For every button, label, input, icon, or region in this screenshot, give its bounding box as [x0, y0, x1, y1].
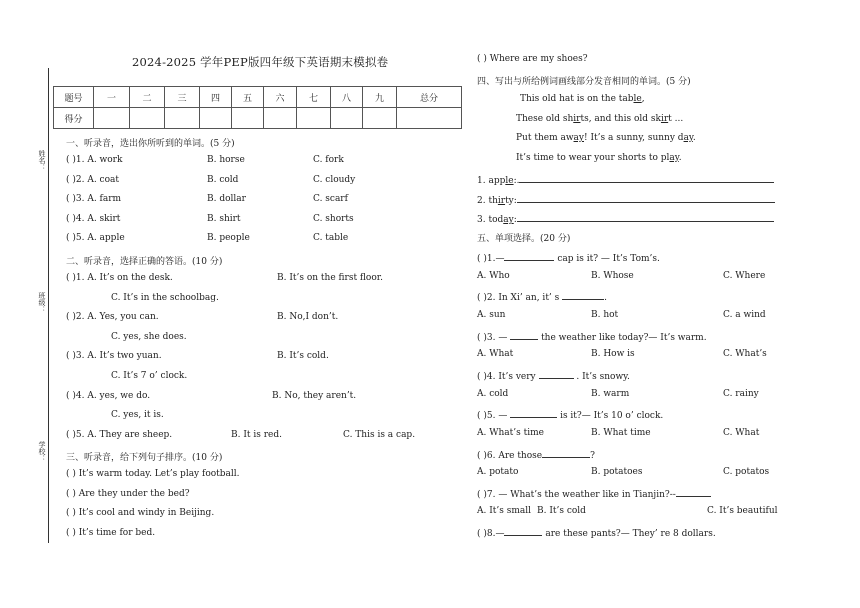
underlined-part: le — [505, 176, 514, 186]
score-table — [53, 86, 462, 129]
text: ( )4. It’s very — [477, 371, 539, 382]
underlined-part: ay — [503, 215, 514, 226]
answer-blank[interactable] — [510, 330, 538, 340]
underlined-part: ir — [660, 113, 669, 124]
score-header-cell: 二 — [130, 87, 165, 108]
class-label: 班级： — [38, 292, 46, 313]
score-row-label: 得分 — [54, 108, 94, 129]
s2-item-option-a: ( )2. A. Yes, you can. — [66, 312, 159, 323]
text: ( )5. — — [477, 411, 511, 422]
s2-item-option-a: ( )1. A. It’s on the desk. — [66, 273, 173, 283]
score-cell[interactable] — [363, 108, 397, 129]
answer-blank[interactable] — [676, 487, 711, 497]
s5-option-a: A. What’s time — [477, 427, 544, 438]
s2-item-option-c: C. yes, she does. — [111, 331, 187, 342]
s4-example-sentence — [516, 153, 682, 163]
s2-item-option-b: B. It’s cold. — [277, 351, 329, 362]
text: ( )7. — What’s the weather like in Tianjin?-- — [477, 489, 676, 500]
answer-blank[interactable] — [542, 448, 590, 458]
s5-option-c: C. What’s — [723, 349, 767, 360]
text: 2. th — [477, 195, 498, 206]
s3-sentence: ( ) Are they under the bed? — [66, 488, 190, 499]
s1-item-option-b: B. dollar — [207, 194, 246, 205]
score-table-header-row — [54, 87, 462, 108]
s4-example-sentence — [516, 114, 683, 124]
text: ? — [590, 450, 595, 461]
s5-option-a: A. sun — [477, 309, 506, 320]
s1-item-option-a: ( )3. A. farm — [66, 194, 122, 205]
s5-option-c: C. Where — [723, 270, 766, 281]
s4-answer-line — [477, 173, 774, 186]
s1-item-option-a: ( )1. A. work — [66, 155, 123, 165]
underlined-part: ay — [573, 133, 584, 144]
binding-line — [48, 68, 49, 543]
s5-option-a: A. cold — [477, 388, 509, 399]
s5-option-b: B. hot — [591, 309, 619, 320]
s1-item-option-b: B. shirt — [207, 213, 241, 224]
text: :. — [513, 176, 520, 186]
s2-item-option-a: ( )4. A. yes, we do. — [66, 390, 151, 401]
section1-heading: 一、听录音，选出你所听到的单词。(5 分) — [66, 139, 235, 149]
s5-option-a: A. What — [477, 349, 514, 360]
text: 1. app — [477, 176, 506, 186]
text: t ... — [668, 113, 684, 124]
s3-sentence: ( ) It’s time for bed. — [66, 527, 156, 538]
s1-item-option-b: B. cold — [207, 174, 239, 185]
text: ( )6. Are those — [477, 450, 543, 461]
s5-option-b: B. warm — [591, 388, 630, 399]
s3-sentence: ( ) It’s cool and windy in Beijing. — [66, 508, 215, 519]
score-header-cell: 一 — [94, 87, 130, 108]
score-header-cell: 八 — [331, 87, 363, 108]
score-header-cell: 总分 — [397, 87, 462, 108]
score-header-cell: 四 — [200, 87, 232, 108]
score-header-cell: 七 — [297, 87, 331, 108]
text: the weather like today?— It’s warm. — [538, 332, 707, 343]
score-cell[interactable] — [130, 108, 165, 129]
text: ts, and this old sk — [580, 113, 661, 124]
s5-question — [477, 408, 663, 421]
s5-option-b: B. Whose — [591, 270, 634, 281]
text: are these pants?— They’ re 8 dollars. — [542, 529, 716, 539]
s4-example-sentence — [520, 94, 645, 104]
underlined-part: le — [633, 94, 642, 104]
section2-heading: 二、听录音，选择正确的答语。(10 分) — [66, 257, 223, 267]
s5-question — [477, 487, 711, 500]
score-cell[interactable] — [297, 108, 331, 129]
text: , — [641, 94, 645, 104]
text: . — [678, 152, 682, 163]
text: . — [604, 293, 608, 304]
answer-blank[interactable] — [517, 193, 775, 203]
answer-blank[interactable] — [519, 173, 774, 183]
s5-option-c: C. a wind — [723, 309, 766, 320]
score-header-cell: 六 — [264, 87, 297, 108]
answer-blank[interactable] — [504, 526, 542, 536]
s2-item-option-c: C. It’s in the schoolbag. — [111, 292, 219, 303]
text: ty: — [505, 195, 517, 206]
s5-option-b: B. How is — [591, 349, 635, 360]
s1-item-option-b: B. horse — [207, 155, 245, 165]
text: ! It’s a sunny, sunny d — [584, 133, 684, 144]
underlined-part: ay — [683, 133, 693, 144]
s2-item-option-b: B. No, they aren’t. — [272, 390, 357, 401]
s4-answer-line — [477, 193, 775, 206]
text: It’s time to wear your shorts to pl — [516, 152, 670, 163]
answer-blank[interactable] — [517, 212, 774, 222]
text: ( )1.— — [477, 254, 505, 264]
s5-option-a: A. Who — [477, 270, 510, 281]
s5-option-b: B. potatoes — [591, 467, 643, 478]
answer-blank[interactable] — [504, 251, 554, 261]
text: This old hat is on the tab — [520, 94, 634, 104]
right-top-question: ( ) Where are my shoes? — [477, 54, 588, 64]
s5-option-b: B. What time — [591, 427, 651, 438]
s5-option-c: C. What — [723, 427, 760, 438]
s3-sentence: ( ) It’s warm today. Let’s play football. — [66, 469, 240, 479]
s5-option-c: C. rainy — [723, 388, 759, 399]
s5-question — [477, 330, 707, 343]
score-cell[interactable] — [397, 108, 462, 129]
text: : — [513, 215, 517, 226]
text: cap is it? — It’s Tom’s. — [554, 254, 660, 264]
section3-heading: 三、听录音，给下列句子排序。(10 分) — [66, 453, 223, 463]
s2-item5-b: B. It is red. — [231, 430, 282, 440]
s5-question — [477, 526, 716, 539]
text: 3. tod — [477, 215, 504, 226]
score-header-cell: 题号 — [54, 87, 94, 108]
s2-item-option-b: B. No,I don’t. — [277, 312, 339, 323]
score-cell[interactable] — [200, 108, 232, 129]
s5-option-a: A. potato — [477, 467, 519, 478]
s1-item-option-b: B. people — [207, 233, 250, 244]
answer-blank[interactable] — [562, 290, 604, 300]
s5-question — [477, 251, 660, 264]
s2-item5-c: C. This is a cap. — [343, 430, 416, 440]
s5-option-b: B. It’s cold — [537, 506, 586, 517]
score-cell[interactable] — [232, 108, 264, 129]
school-label: 学校： — [38, 441, 46, 462]
text: These old sh — [516, 113, 574, 124]
underlined-part: ir — [573, 113, 581, 124]
section4-heading: 四、写出与所给例词画线部分发音相同的单词。(5 分) — [477, 77, 691, 87]
s2-item-option-b: B. It’s on the first floor. — [277, 273, 383, 283]
s5-option-c: C. It’s beautiful — [707, 506, 778, 517]
score-header-cell: 三 — [165, 87, 200, 108]
score-cell[interactable] — [331, 108, 363, 129]
name-label: 姓名： — [38, 150, 46, 171]
s1-item-option-a: ( )5. A. apple — [66, 233, 125, 244]
s1-item-option-c: C. table — [313, 233, 349, 244]
text: ( )2. In Xi’ an, it’ s — [477, 293, 563, 304]
s1-item-option-c: C. shorts — [313, 213, 354, 224]
answer-blank[interactable] — [510, 408, 557, 418]
s1-item-option-c: C. scarf — [313, 194, 348, 205]
section5-heading: 五、单项选择。(20 分) — [477, 234, 571, 244]
s5-option-a: A. It’s small — [477, 506, 532, 517]
text: is it?— It’s 10 o’ clock. — [557, 411, 664, 422]
score-cell[interactable] — [165, 108, 200, 129]
s5-question — [477, 369, 630, 382]
s5-question — [477, 290, 607, 303]
s4-example-sentence — [516, 133, 696, 143]
s2-item-option-c: C. yes, it is. — [111, 410, 164, 421]
text: . It’s snowy. — [573, 371, 630, 382]
underlined-part: ay — [669, 152, 679, 163]
score-table-score-row — [54, 108, 462, 129]
s1-item-option-c: C. fork — [313, 155, 344, 165]
text: ( )8.— — [477, 529, 505, 539]
s1-item-option-a: ( )2. A. coat — [66, 174, 119, 185]
text: Put them aw — [516, 133, 574, 144]
s4-answer-line — [477, 212, 774, 225]
s2-item-option-c: C. It’s 7 o’ clock. — [111, 371, 188, 381]
page-title: 2024-2025 学年PEP版四年级下英语期末模拟卷 — [132, 55, 389, 69]
s1-item-option-c: C. cloudy — [313, 174, 356, 185]
s5-option-c: C. potatos — [723, 467, 770, 478]
score-cell[interactable] — [94, 108, 130, 129]
underlined-part: ir — [497, 195, 506, 206]
answer-blank[interactable] — [539, 369, 574, 379]
score-header-cell: 五 — [232, 87, 264, 108]
text: ( )3. — — [477, 332, 511, 343]
text: . — [692, 133, 696, 144]
s5-question — [477, 448, 595, 461]
s1-item-option-a: ( )4. A. skirt — [66, 213, 121, 224]
score-cell[interactable] — [264, 108, 297, 129]
s2-item-option-a: ( )3. A. It’s two yuan. — [66, 351, 162, 362]
score-header-cell: 九 — [363, 87, 397, 108]
s2-item5-a: ( )5. A. They are sheep. — [66, 430, 173, 440]
